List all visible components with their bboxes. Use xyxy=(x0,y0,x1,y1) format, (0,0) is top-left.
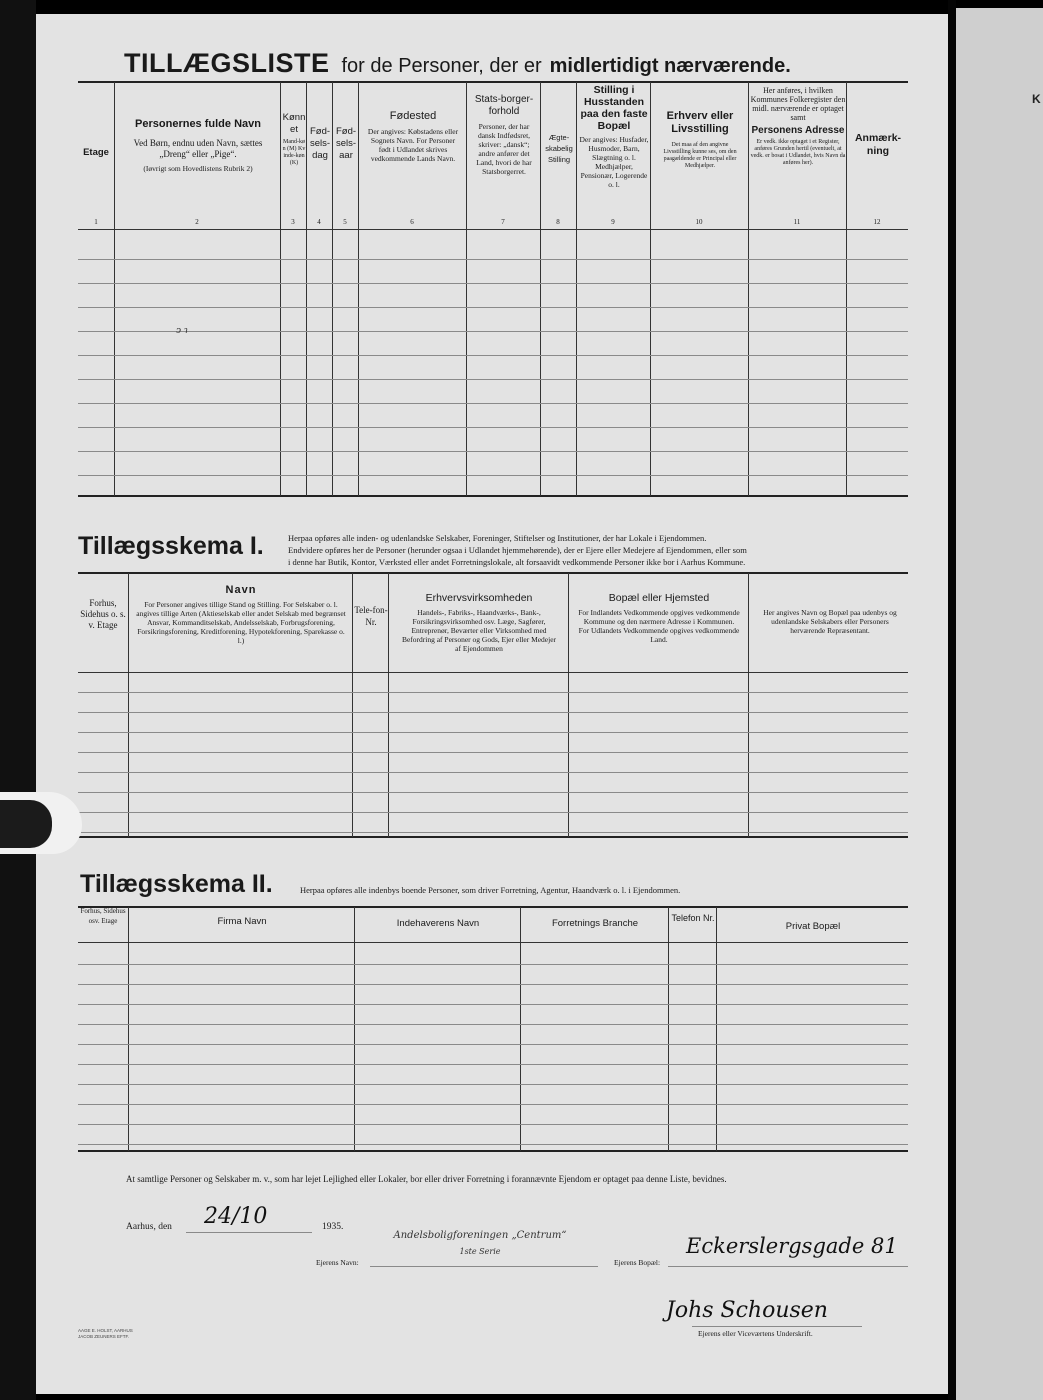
column-number: 8 xyxy=(556,218,560,226)
book-spine xyxy=(0,0,36,1400)
skema1-title: Tillægsskema I. xyxy=(78,532,264,560)
ruled-row-line xyxy=(78,451,908,452)
s1-col-residence-head: Bopæl eller Hjemsted xyxy=(608,592,710,604)
column-divider xyxy=(114,82,115,496)
list-bottom-rule xyxy=(78,495,908,497)
col-occupation-sub: Det maa af den angivne Livsstilling kunne ses, om den paagældende er Principal eller Medhjælper. xyxy=(663,142,737,169)
column-divider xyxy=(306,82,307,496)
column-divider xyxy=(668,907,669,1151)
col-birthplace-head: Fødested xyxy=(389,110,437,122)
ruled-row-line xyxy=(78,1004,908,1005)
col-birthday-head: Fød-sels-dag xyxy=(309,126,331,161)
ruled-row-line xyxy=(78,984,908,985)
ruled-row-line xyxy=(78,792,908,793)
owner-name-line xyxy=(370,1266,598,1267)
owner-stamp-line1: Andelsboligforeningen „Centrum“ xyxy=(393,1230,567,1241)
skema2-title: Tillægsskema II. xyxy=(80,870,273,898)
owner-name-label: Ejerens Navn: xyxy=(316,1258,359,1267)
col-address-head: Personens Adresse xyxy=(751,125,845,136)
skema1-top-rule xyxy=(78,572,908,574)
s1-col-name-sub: For Personer angives tillige Stand og Stilling. For Selskaber o. l. angives tillige Arten (Aktieselskab eller andet Selskab med begrænset Ansvar, Kommanditselskab, Andelsselskab, Forbrugsforening, Forsikringsforening, Kreditforening, Hypotekforening, Sparekasse o. l.) xyxy=(136,600,346,645)
skema2-text: Herpaa opføres alle indenbys boende Personer, som driver Forretning, Agentur, Haandværk o. l. i Ejendommen. xyxy=(300,885,681,895)
column-divider xyxy=(540,82,541,496)
skema1-text-line1: Herpaa opføres alle inden- og udenlandske Selskaber, Foreninger, Stiftelser og Institutioner, der har Lokale i Ejendommen. xyxy=(288,533,707,543)
printer-line1: AAGE E. HOLST, AARHUS xyxy=(78,1328,133,1333)
col-birthyear-head: Fød-sels-aar xyxy=(335,126,357,161)
column-number: 9 xyxy=(611,218,615,226)
date-handwritten: 24/10 xyxy=(204,1204,268,1229)
ruled-row-line xyxy=(78,379,908,380)
year-label: 1935. xyxy=(322,1222,344,1232)
col-address-header xyxy=(750,86,846,167)
next-page-edge xyxy=(956,8,1043,1400)
s2-col-private-head: Privat Bopæl xyxy=(785,921,841,932)
column-number: 1 xyxy=(94,218,98,226)
title-middle: for de Personer, der er xyxy=(341,55,542,77)
column-divider xyxy=(280,82,281,496)
col-remarks-head: Anmærk-ning xyxy=(854,132,902,157)
skema2-header-rule xyxy=(78,942,908,943)
col-name-header xyxy=(116,118,280,173)
ruled-row-line xyxy=(78,1144,908,1145)
column-divider xyxy=(748,573,749,837)
col-name-head: Personernes fulde Navn xyxy=(135,118,261,130)
column-divider xyxy=(576,82,577,496)
s1-col-name-header xyxy=(130,584,352,645)
column-divider xyxy=(388,573,389,837)
col-birthplace-header xyxy=(360,110,466,163)
column-divider xyxy=(352,573,353,837)
s1-col-etage-head: Forhus, Sidehus o. s. v. Etage xyxy=(80,598,126,630)
col-household-header xyxy=(578,84,650,189)
column-number: 11 xyxy=(793,218,801,226)
column-number: 10 xyxy=(695,218,703,226)
s1-col-business-sub: Handels-, Fabriks-, Haandværks-, Bank-, Forsikringsvirksomhed osv. Læge, Sagfører, Entreprenør, Beværter eller Virksomhed med Befordring af Personer og Gods, Ejer eller Medejer af Ejendommen xyxy=(401,608,557,653)
ruled-row-line xyxy=(78,1124,908,1125)
column-divider xyxy=(332,82,333,496)
ruled-row-line xyxy=(78,355,908,356)
col-birthplace-sub: Der angives: Købstadens eller Sognets Navn. For Personer født i Udlandet skrives vedkommende Lands Navn. xyxy=(367,127,459,163)
ruled-row-line xyxy=(78,812,908,813)
col-household-head: Stilling i Husstanden paa den faste Bopæl xyxy=(580,84,648,132)
column-divider xyxy=(466,82,467,496)
s2-col-phone-head: Telefon Nr. xyxy=(671,913,715,923)
s2-col-owner-head: Indehaverens Navn xyxy=(396,918,480,929)
owner-address-label: Ejerens Bopæl: xyxy=(614,1258,661,1267)
col-citizenship-sub: Personer, der har dansk Indfødsret, skriver: „dansk“; andre anfører det Land, hvori de har Statsborgerret. xyxy=(476,122,532,176)
skema2-bottom-rule xyxy=(78,1150,908,1152)
col-occupation-header xyxy=(652,110,748,170)
signature-label: Ejerens eller Viceværtens Underskrift. xyxy=(698,1329,813,1338)
s1-col-phone-head: Tele-fon-Nr. xyxy=(354,605,388,627)
col-citizenship-head: Stats-borger-forhold xyxy=(474,94,534,117)
ruled-row-line xyxy=(78,283,908,284)
page-gutter xyxy=(948,0,956,1400)
title-tail: midlertidigt nærværende. xyxy=(549,55,791,77)
ruled-row-line xyxy=(78,403,908,404)
column-number: 12 xyxy=(873,218,881,226)
skema2-top-rule xyxy=(78,906,908,908)
signature-line xyxy=(692,1326,862,1327)
s1-col-business-head: Erhvervsvirksomheden xyxy=(425,592,533,604)
ruled-row-line xyxy=(78,427,908,428)
page-title xyxy=(124,48,791,79)
glove-fingertip xyxy=(0,800,52,848)
column-number: 5 xyxy=(343,218,347,226)
date-line xyxy=(186,1232,312,1233)
s1-col-residence-sub: For Indlandets Vedkommende opgives vedkommende Kommune og den nærmere Adresse i Kommunen. For Udlandets Vedkommende opgives vedkommende Land. xyxy=(578,608,740,644)
ruled-row-line xyxy=(78,331,908,332)
signature-handwritten: Johs Schousen xyxy=(666,1298,828,1323)
column-number: 4 xyxy=(317,218,321,226)
column-divider xyxy=(846,82,847,496)
column-divider xyxy=(650,82,651,496)
s1-col-residence-header xyxy=(570,592,748,644)
col-marital-head: Ægte-skabelig Stilling xyxy=(545,133,573,164)
place-label: Aarhus, den xyxy=(126,1222,172,1232)
col-address-sub: Her anføres, i hvilken Kommunes Folkeregister den midl. nærværende er optaget samt xyxy=(750,86,846,122)
column-number: 2 xyxy=(195,218,199,226)
column-divider xyxy=(358,82,359,496)
col-sex-head: Kønnet xyxy=(282,112,306,135)
form-page xyxy=(36,14,948,1394)
ruled-row-line xyxy=(78,964,908,965)
skema1-text-line3: i denne har Butik, Kontor, Værksted eller andet Forretningslokale, alt forsaavidt vedkommende Personer ikke bor i Aarhus Kommune. xyxy=(288,557,746,567)
col-occupation-head: Erhverv eller Livsstilling xyxy=(666,110,734,135)
ruled-row-line xyxy=(78,1064,908,1065)
s2-col-etage-head: Forhus, Sidehus osv. Etage xyxy=(80,907,126,925)
ruled-row-line xyxy=(78,475,908,476)
list-top-rule xyxy=(78,81,908,83)
skema1-header-rule xyxy=(78,672,908,673)
column-divider xyxy=(568,573,569,837)
skema1-text xyxy=(288,532,910,568)
ruled-row-line xyxy=(78,307,908,308)
column-divider xyxy=(520,907,521,1151)
ruled-row-line xyxy=(78,1104,908,1105)
col-sex-header xyxy=(282,112,306,167)
column-divider xyxy=(128,573,129,837)
skema1-text-line2: Endvidere opføres her de Personer (herunder ogsaa i Udlandet hjemmehørende), der er Ejere eller Medejere af Ejendommen, eller som xyxy=(288,545,747,555)
owner-address-line xyxy=(668,1266,908,1267)
col-sex-sub: Mand-køn (M) Kvinde-køn (K) xyxy=(282,139,306,166)
ruled-row-line xyxy=(78,1024,908,1025)
column-divider xyxy=(716,907,717,1151)
col-address-sub2: Er vedk. ikke optaget i et Register, anføres Grunden hertil (eventuelt, at vedk. er bosat i Udlandet, hvis Navn da anføres her). xyxy=(750,139,846,166)
ruled-row-line xyxy=(78,832,908,833)
handwritten-mark: ↄ ɿ xyxy=(176,326,188,336)
col-citizenship-header xyxy=(468,94,540,176)
col-name-note: (Iøvrigt som Hovedlistens Rubrik 2) xyxy=(143,164,253,173)
s2-col-branch-head: Forretnings Branche xyxy=(551,918,639,929)
column-number: 6 xyxy=(410,218,414,226)
declaration: At samtlige Personer og Selskaber m. v., som har lejet Lejlighed eller Lokaler, bor eller driver Forretning i forannævnte Ejendom er optaget paa denne Liste, bevidnes. xyxy=(126,1174,727,1184)
s2-col-firm-head: Firma Navn xyxy=(217,916,267,927)
column-number: 7 xyxy=(501,218,505,226)
printer-line2: JACOB ZEUNERS EFTF. xyxy=(78,1334,130,1339)
column-divider xyxy=(128,907,129,1151)
column-divider xyxy=(748,82,749,496)
s1-col-name-head: Navn xyxy=(225,584,257,596)
column-divider xyxy=(354,907,355,1151)
owner-address-handwritten: Eckerslergsgade 81 xyxy=(686,1234,898,1258)
col-household-sub: Der angives: Husfader, Husmoder, Barn, Slægtning o. l. Medhjælper, Pensionær, Logerende o. l. xyxy=(579,135,649,189)
col-name-sub: Ved Børn, endnu uden Navn, sættes „Dreng“ eller „Pige“. xyxy=(133,138,263,159)
column-number: 3 xyxy=(291,218,295,226)
list-header-rule xyxy=(78,229,908,230)
ruled-row-line xyxy=(78,752,908,753)
ruled-row-line xyxy=(78,772,908,773)
next-page-letter: K xyxy=(1032,92,1041,106)
title-main: TILLÆGSLISTE xyxy=(124,48,330,78)
printer-imprint xyxy=(78,1328,133,1340)
ruled-row-line xyxy=(78,732,908,733)
owner-stamp-line2: 1ste Serie xyxy=(459,1247,501,1256)
ruled-row-line xyxy=(78,712,908,713)
skema1-bottom-rule xyxy=(78,836,908,838)
ruled-row-line xyxy=(78,1084,908,1085)
s1-col-representative-sub: Her angives Navn og Bopæl paa udenbys og udenlandske Selskabers eller Personers herværende Repræsentant. xyxy=(763,608,897,635)
ruled-row-line xyxy=(78,259,908,260)
ruled-row-line xyxy=(78,1044,908,1045)
col-etage-head: Etage xyxy=(83,147,109,158)
s1-col-business-header xyxy=(390,592,568,653)
owner-stamp xyxy=(380,1228,580,1260)
ruled-row-line xyxy=(78,692,908,693)
